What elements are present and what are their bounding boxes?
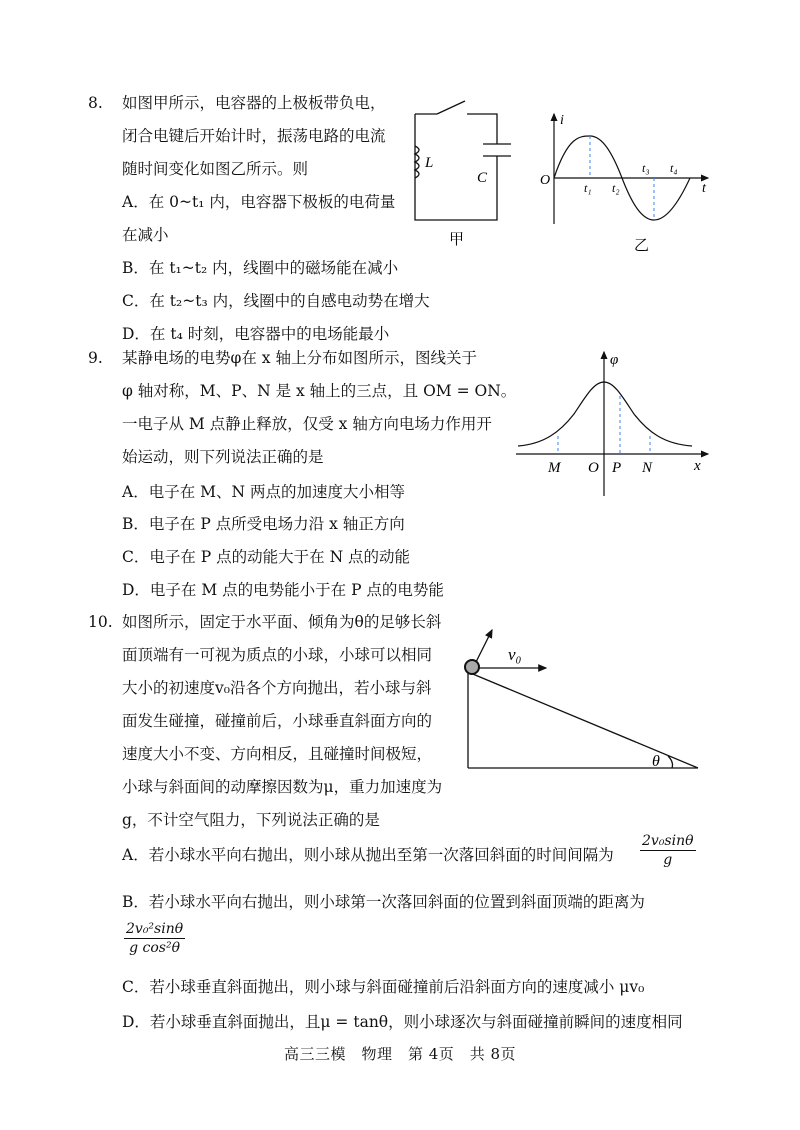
q10-option-b-denominator: g cos²θ — [129, 940, 181, 956]
q10-v0-label: v₀ — [508, 645, 522, 664]
q9-stem-line-4: 始运动，则下列说法正确的是 — [122, 448, 324, 466]
q8-option-b: B．在 t₁~t₂ 内，线圈中的磁场能在减小 — [122, 259, 399, 277]
q8-option-a: A．在 0~t₁ 内，电容器下极板的电荷量 — [122, 193, 396, 211]
q9-option-a: A．电子在 M、N 两点的加速度大小相等 — [122, 483, 405, 501]
q9-option-b: B．电子在 P 点所受电场力沿 x 轴正方向 — [122, 515, 405, 533]
q9-point-o: O — [588, 460, 599, 476]
q8-graph-t4: t₄ — [670, 161, 678, 175]
q9-point-n: N — [642, 460, 653, 476]
q10-stem-line-4: 面发生碰撞，碰撞前后，小球垂直斜面方向的 — [122, 712, 433, 730]
q9-number: 9. — [88, 349, 103, 367]
q9-potential-graph — [508, 346, 714, 502]
q9-graph-x-label: x — [694, 458, 701, 474]
q8-graph-y-label: i — [560, 113, 564, 128]
q9-point-m: M — [548, 460, 561, 476]
q8-circuit-caption: 甲 — [449, 232, 465, 248]
q10-stem-line-7: g，不计空气阻力，下列说法正确的是 — [122, 811, 380, 829]
q8-circuit-diagram — [405, 92, 530, 252]
q10-stem-line-3: 大小的初速度v₀沿各个方向抛出，若小球与斜 — [122, 679, 432, 697]
q8-graph-caption: 乙 — [634, 238, 650, 254]
q9-stem-line-1: 某静电场的电势φ在 x 轴上分布如图所示，图线关于 — [122, 349, 477, 367]
q8-option-a-cont: 在减小 — [122, 226, 169, 244]
q10-stem-line-6: 小球与斜面间的动摩擦因数为μ，重力加速度为 — [122, 778, 443, 796]
q10-stem-line-1: 如图所示，固定于水平面、倾角为θ的足够长斜 — [122, 613, 442, 631]
q8-option-c: C．在 t₂~t₃ 内，线圈中的自感电动势在增大 — [122, 292, 430, 310]
q10-number: 10. — [88, 613, 113, 631]
q10-option-a-numerator: 2v₀sinθ — [642, 833, 694, 849]
q8-graph-origin: O — [540, 173, 551, 188]
q10-option-d: D．若小球垂直斜面抛出，且μ = tanθ，则小球逐次与斜面碰撞前瞬间的速度相同 — [122, 1013, 683, 1031]
q10-option-b: B．若小球水平向右抛出，则小球第一次落回斜面的位置到斜面顶端的距离为 — [122, 893, 645, 911]
q10-option-a-denominator: g — [663, 852, 673, 868]
q8-stem-line-2: 闭合电键后开始计时，振荡电路的电流 — [122, 127, 386, 145]
q9-stem-line-3: 一电子从 M 点静止释放，仅受 x 轴方向电场力作用开 — [122, 415, 492, 433]
q8-stem-line-1: 如图甲所示，电容器的上极板带负电， — [122, 94, 386, 112]
q8-graph-t3: t₃ — [642, 161, 650, 175]
q9-point-p: P — [612, 460, 622, 476]
q10-stem-line-2: 面顶端有一可视为质点的小球，小球可以相同 — [122, 646, 433, 664]
q8-number: 8. — [88, 94, 103, 112]
q10-theta-label: θ — [652, 753, 660, 770]
q8-option-d: D．在 t₄ 时刻，电容器中的电场能最小 — [122, 325, 390, 343]
q10-incline-diagram — [456, 622, 706, 778]
page-footer: 高三三模 物理 第 4页 共 8页 — [283, 1045, 517, 1063]
q8-current-graph — [538, 108, 718, 258]
q8-graph-x-label: t — [702, 181, 706, 196]
q8-graph-t1: t₁ — [584, 181, 592, 195]
q9-stem-line-2: φ 轴对称，M、P、N 是 x 轴上的三点，且 OM = ON。 — [122, 382, 517, 400]
q8-capacitor-label: C — [477, 170, 488, 186]
q8-inductor-label: L — [425, 155, 434, 171]
q9-graph-phi-label: φ — [610, 352, 619, 368]
q10-option-a: A．若小球水平向右抛出，则小球从抛出至第一次落回斜面的时间间隔为 — [122, 846, 614, 864]
q10-stem-line-5: 速度大小不变、方向相反，且碰撞时间极短， — [122, 745, 433, 763]
q10-option-c: C．若小球垂直斜面抛出，则小球与斜面碰撞前后沿斜面方向的速度减小 μv₀ — [122, 978, 645, 996]
q10-option-a-fraction — [640, 832, 696, 869]
q10-ball-icon — [465, 660, 479, 674]
q8-stem-line-3: 随时间变化如图乙所示。则 — [122, 160, 309, 178]
q10-option-b-fraction — [124, 920, 185, 957]
q9-option-d: D．电子在 M 点的电势能小于在 P 点的电势能 — [122, 581, 444, 599]
q9-option-c: C．电子在 P 点的动能大于在 N 点的动能 — [122, 548, 411, 566]
q10-option-b-numerator: 2v₀²sinθ — [126, 921, 184, 937]
q8-graph-t2: t₂ — [612, 181, 620, 195]
